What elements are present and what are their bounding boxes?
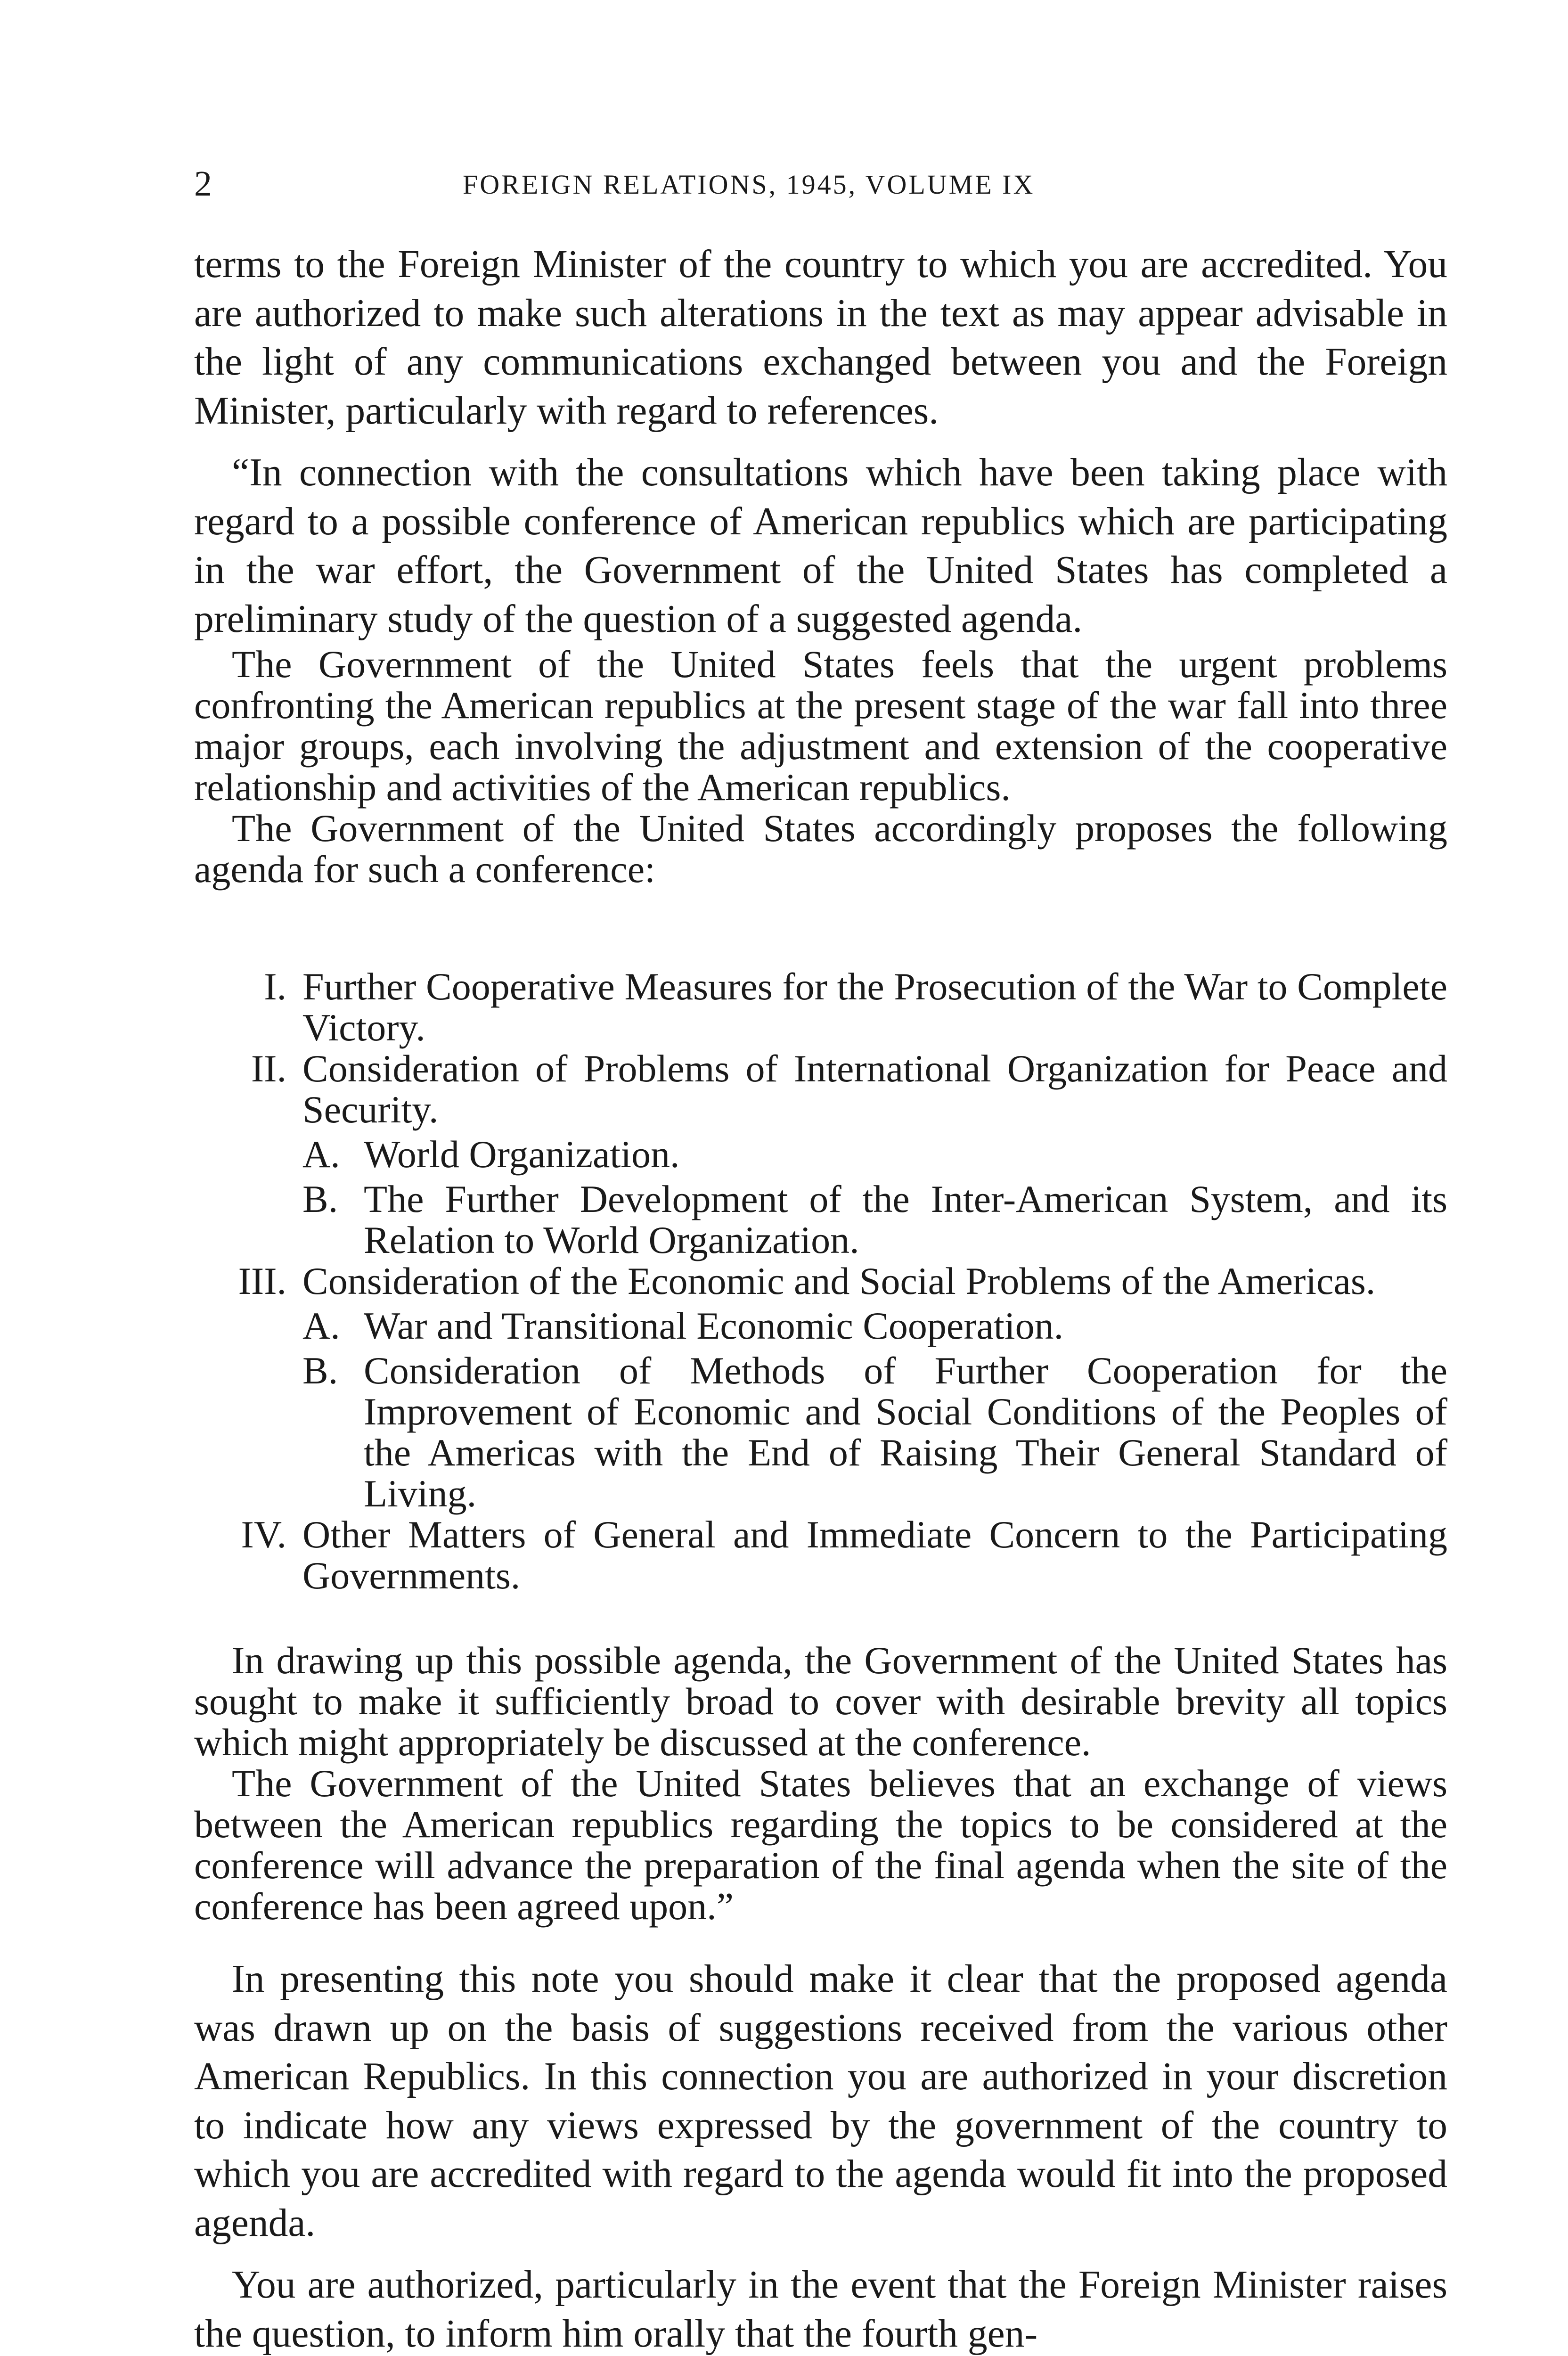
body-text-lower [194, 1640, 1447, 2356]
agenda-subitem-letter: A. [302, 1133, 340, 1176]
agenda-subitem-letter: A. [302, 1304, 340, 1347]
agenda-subitem-letter: B. [302, 1349, 338, 1392]
agenda-subitem-letter: B. [302, 1178, 338, 1220]
agenda-item-text: Consideration of the Economic and Social Problems of the Americas. [302, 1260, 1376, 1302]
agenda-subitem [302, 1134, 1447, 1175]
running-head: FOREIGN RELATIONS, 1945, VOLUME IX [463, 169, 1035, 200]
paragraph: The Government of the United States believes that an exchange of views between the American republics regarding the topics to be considered at the conference will advance the preparation of the final agenda when the site of the conference has been agreed upon.” [194, 1762, 1447, 1928]
agenda-item-text: Other Matters of General and Immediate Concern to the Participating Governments. [302, 1513, 1447, 1597]
agenda-item [194, 1514, 1447, 1596]
page-header [194, 160, 1447, 207]
agenda-subitem-text: War and Transitional Economic Cooperation. [364, 1304, 1064, 1347]
agenda-subitem-text: World Organization. [364, 1133, 680, 1176]
paragraph: The Government of the United States accordingly proposes the following agenda for such a conference: [194, 807, 1447, 891]
agenda-item-number: III. [238, 1260, 286, 1302]
agenda-outline [194, 966, 1447, 1596]
paragraph: terms to the Foreign Minister of the country to which you are accredited. You are authorized to make such alterations in the text as may appear advisable in the light of any communications exchanged between you and the Foreign Minister, particularly with regard to references. [194, 243, 1447, 433]
body-text-upper [194, 240, 1447, 890]
agenda-item [194, 1048, 1447, 1130]
agenda-subitem-text: Consideration of Methods of Further Cooperation for the Improvement of Economic and Social Conditions of the Peoples of the Americas with the End of Raising Their General Standard of Living. [364, 1349, 1447, 1515]
agenda-item-number: I. [264, 965, 286, 1008]
paragraph: You are authorized, particularly in the event that the Foreign Minister raises the question, to inform him orally that the fourth gen- [194, 2263, 1447, 2356]
agenda-item [194, 966, 1447, 1048]
agenda-item-text: Further Cooperative Measures for the Prosecution of the War to Complete Victory. [302, 965, 1447, 1049]
paragraph: In presenting this note you should make it clear that the proposed agenda was drawn up on the basis of suggestions received from the various other American Republics. In this connection you are authorized in your discretion to indicate how any views expressed by the government of the country to which you are accredited with regard to the agenda would fit into the proposed agenda. [194, 1957, 1447, 2245]
agenda-subitem-text: The Further Development of the Inter-American System, and its Relation to World Organization. [364, 1178, 1447, 1261]
paragraph: In drawing up this possible agenda, the Government of the United States has sought to make it sufficiently broad to cover with desirable brevity all topics which might appropriately be discussed at the conference. [194, 1639, 1447, 1764]
page-number: 2 [194, 164, 212, 204]
agenda-item-number: IV. [241, 1513, 286, 1556]
agenda-item [194, 1260, 1447, 1301]
agenda-subitem [302, 1178, 1447, 1260]
agenda-item-number: II. [251, 1047, 286, 1090]
paragraph: “In connection with the consultations which have been taking place with regard to a possible conference of American republics which are participating in the war effort, the Government of the United States has completed a preliminary study of the question of a suggested agenda. [194, 451, 1447, 641]
paragraph: The Government of the United States feels that the urgent problems confronting the American republics at the present stage of the war fall into three major groups, each involving the adjustment and extension of the cooperative relationship and activities of the American republics. [194, 643, 1447, 809]
agenda-item-text: Consideration of Problems of International Organization for Peace and Security. [302, 1047, 1447, 1131]
agenda-subitem [302, 1350, 1447, 1514]
agenda-subitem [302, 1305, 1447, 1346]
